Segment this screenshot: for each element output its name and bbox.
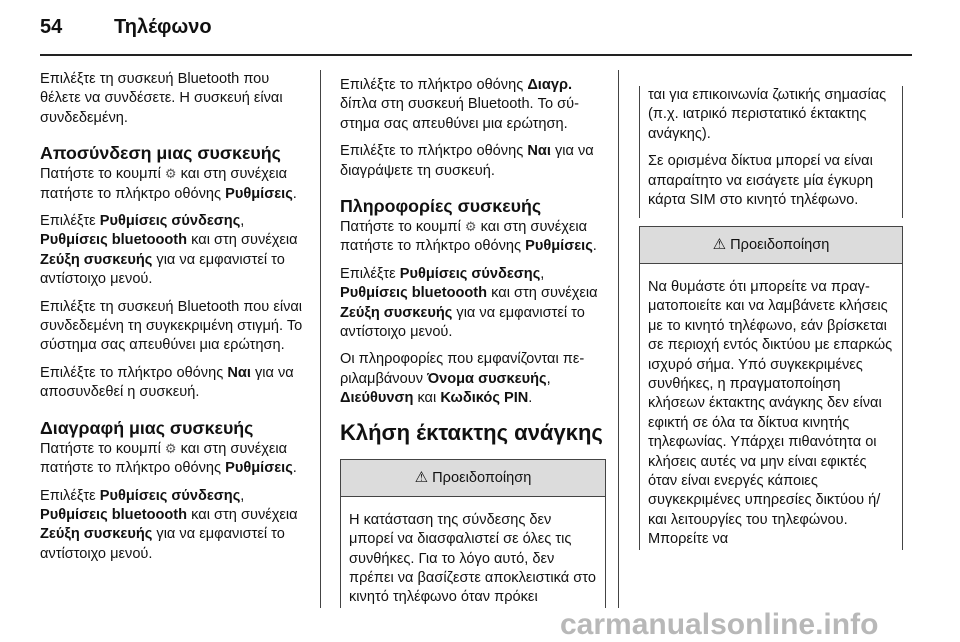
disconnect-step-3: Επιλέξτε τη συσκευή Bluetooth που είναι συνδεδεμένη τη συγκεκριμένη στιγμή. Το σύστημα σας απευθύνει μια ερώτηση. — [40, 298, 303, 354]
device-info-step-3: Οι πληροφορίες που εμφανίζονται περιλαμβάνουν Όνομα συσκευής, Διεύθυνση και Κωδικός PIN. — [340, 351, 585, 407]
warning-triangle-icon: ⚠ — [712, 236, 727, 253]
delete-step-1: Πατήστε το κουμπί ⚙ και στη συνέχεια πατήστε το πλήκτρο οθόνης Ρυθμίσεις. — [40, 440, 297, 477]
column-1 — [40, 70, 312, 572]
page-header — [40, 10, 910, 54]
column-3 — [640, 86, 902, 548]
warning-box-1 — [340, 459, 606, 608]
warning-box-2 — [639, 226, 903, 550]
column-divider-1 — [320, 70, 321, 608]
disconnect-step-4: Επιλέξτε το πλήκτρο οθόνης Ναι για να αποσυνδεθεί η συσκευή. — [40, 364, 294, 401]
warning-continuation — [639, 86, 903, 218]
intro-paragraph: Επιλέξτε τη συσκευή Bluetooth που θέλετε να συνδέσετε. Η συσκευή είναι συνδεδεμένη. — [40, 71, 283, 126]
page-number: 54 — [40, 16, 63, 38]
delete-step-4: Επιλέξτε το πλήκτρο οθόνης Ναι για να διαγράψετε τη συσκευή. — [340, 143, 594, 179]
warning-text: Να θυμάστε ότι μπορείτε να πραγματοποιείτε και να λαμβάνετε κλήσεις με το κινητό τηλέφωνο, εάν βρίσκεται σε περιοχή εντός δικτύου με επαρκώς ισχυρό σήμα. Υπό συγκεκριμένες συνθήκες, η πραγματοποίηση κλήσεων έκτακτης ανάγκης δεν είναι εφικτή σε όλα τα δίκτυα κινητής τηλεφωνίας. Υπάρχει πιθανότητα οι κλήσεις αυτές να μην είναι εφικτές όταν είναι ενεργές κάποιες συγκεκριμένες υπηρεσίες δικτύου ή/και λειτουργίες του τηλεφώνου. Μπορείτε να — [648, 279, 893, 548]
warning-header: ⚠ Προειδοποίηση — [341, 459, 605, 497]
delete-heading: Διαγραφή μιας συσκευής — [40, 417, 254, 438]
disconnect-step-2: Επιλέξτε Ρυθμίσεις σύνδεσης, Ρυθμίσεις bluetoooth και στη συνέχεια Ζεύξη συσκευής για να εμφανιστεί το αντίστοιχο μενού. — [40, 213, 298, 288]
device-info-step-2: Επιλέξτε Ρυθμίσεις σύνδεσης, Ρυθμίσεις bluetoooth και στη συνέχεια Ζεύξη συσκευής για να εμφανιστεί το αντίστοιχο μενού. — [340, 265, 598, 341]
page-title: Τηλέφωνο — [114, 16, 212, 38]
warning-header: ⚠ Προειδοποίηση — [640, 226, 902, 264]
delete-step-2: Επιλέξτε Ρυθμίσεις σύνδεσης, Ρυθμίσεις bluetoooth και στη συνέχεια Ζεύξη συσκευής για να εμφανιστεί το αντίστοιχο μενού. — [40, 487, 298, 562]
device-info-step-1: Πατήστε το κουμπί ⚙ και στη συνέχεια πατήστε το πλήκτρο οθόνης Ρυθμίσεις. — [340, 219, 597, 255]
column-2 — [340, 76, 606, 608]
emergency-call-heading: Κλήση έκτακτης ανάγκης — [340, 419, 603, 445]
warning-text: Η κατάσταση της σύνδεσης δεν μπορεί να διασφαλιστεί σε όλες τις συνθήκες. Για το λόγο αυτό, δεν πρέπει να βασίζεστε αποκλειστικά στο κινητό τηλέφωνο όταν πρόκει — [349, 511, 596, 606]
disconnect-step-1: Πατήστε το κουμπί ⚙ και στη συνέχεια πατήστε το πλήκτρο οθόνης Ρυθμίσεις. — [40, 166, 297, 202]
column-divider-2 — [618, 70, 619, 608]
header-rule — [40, 54, 912, 56]
warning-body — [640, 264, 902, 550]
settings-gear-icon: ⚙ — [164, 166, 177, 182]
device-info-heading: Πληροφορίες συσκευής — [340, 196, 542, 217]
delete-step-3: Επιλέξτε το πλήκτρο οθόνης Διαγρ. δίπλα στη συσκευή Bluetooth. Το σύστημα σας απευθύνει μια ερώτηση. — [340, 77, 580, 132]
warning-continuation-text-1: ται για επικοινωνία ζωτικής σημασίας (π.χ. ιατρικό περιστατικό έκτακτης ανάγκης). — [648, 87, 887, 142]
watermark: carmanualsonline.info — [560, 608, 879, 641]
warning-triangle-icon: ⚠ — [414, 468, 429, 486]
warning-body — [341, 497, 605, 608]
settings-gear-icon: ⚙ — [464, 219, 477, 235]
settings-gear-icon: ⚙ — [164, 440, 177, 456]
disconnect-heading: Αποσύνδεση μιας συσκευής — [40, 143, 281, 164]
warning-continuation-text-2: Σε ορισμένα δίκτυα μπορεί να είναι απαραίτητο να εισάγετε μία έγκυρη κάρτα SIM στο κινητό τηλέφωνο. — [648, 153, 874, 209]
